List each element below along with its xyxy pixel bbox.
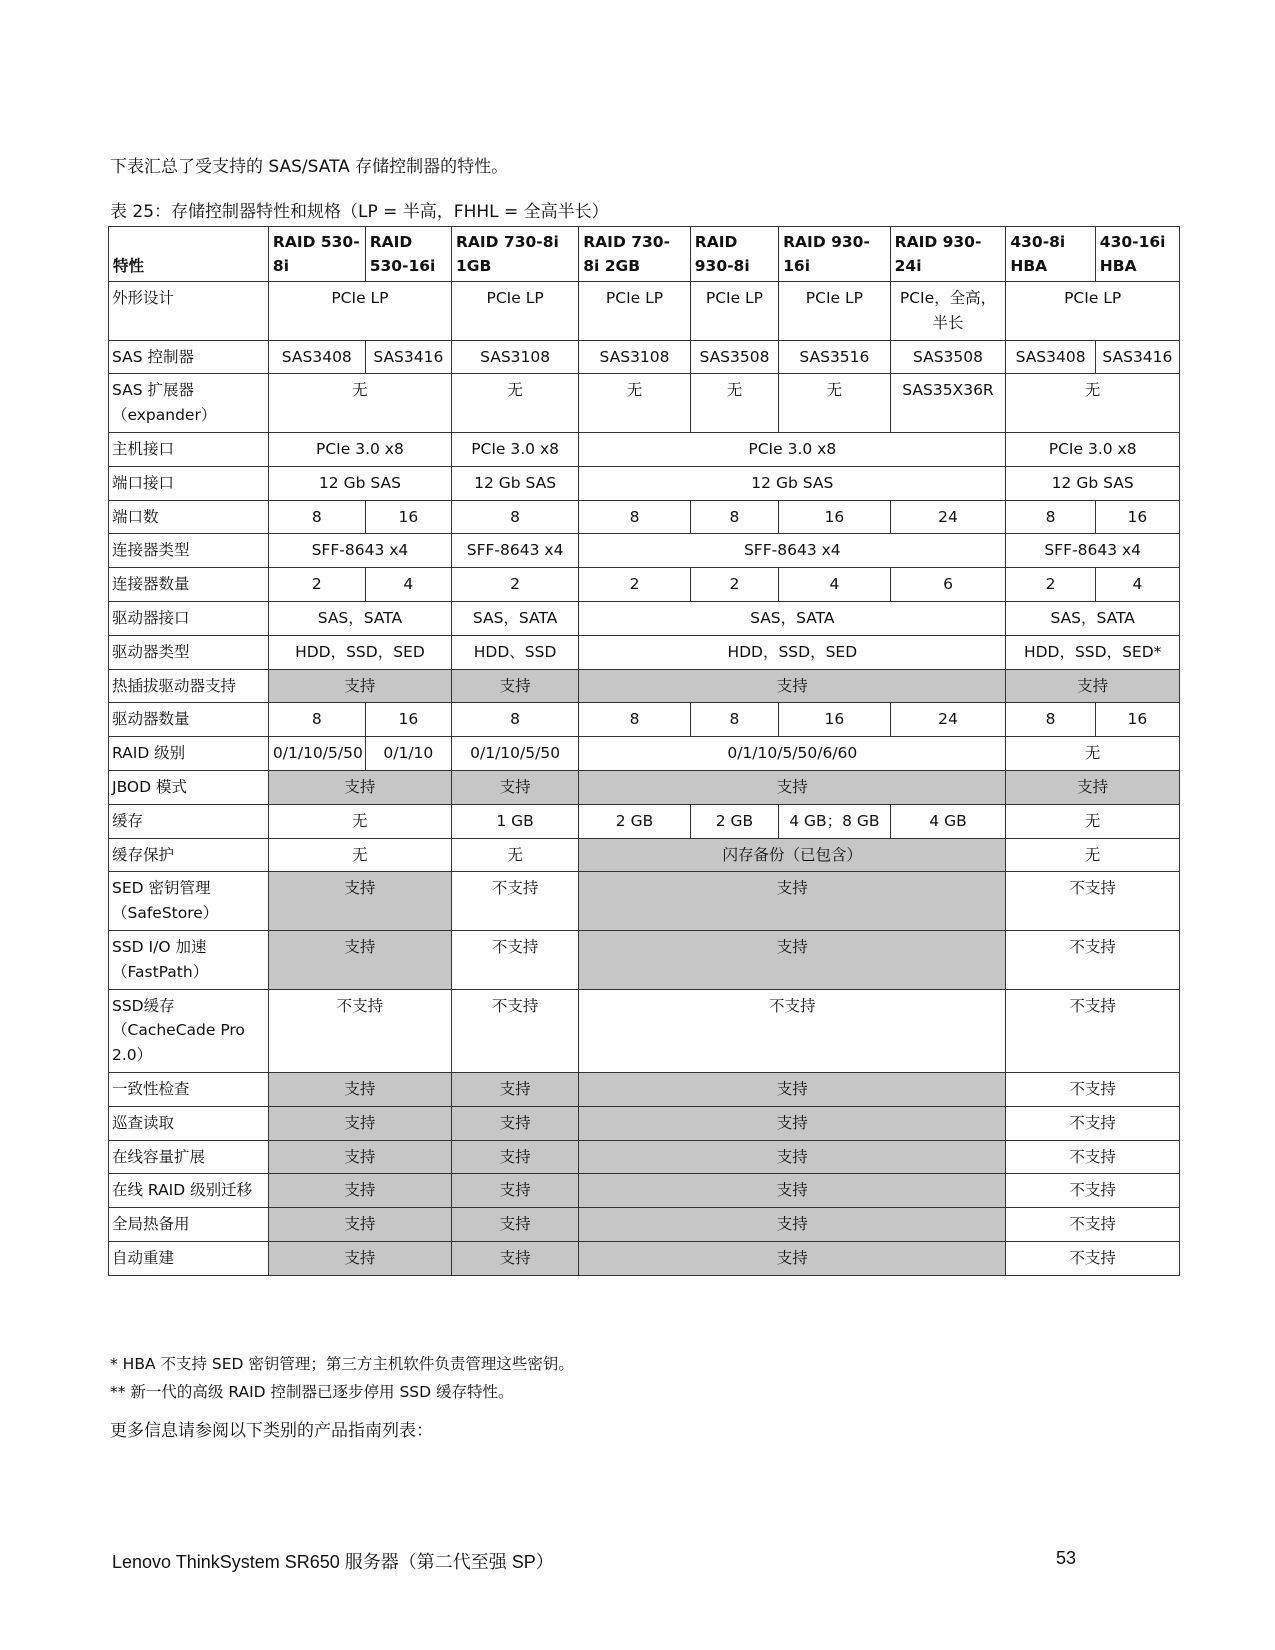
intro-text: 下表汇总了受支持的 SAS/SATA 存储控制器的特性。 (110, 157, 509, 177)
header-cell: 430-16i HBA (1095, 227, 1179, 282)
table-cell: HDD，SSD，SED* (1006, 635, 1180, 669)
table-cell: PCIe LP (451, 282, 578, 341)
table-cell: 16 (365, 703, 451, 737)
table-body (109, 282, 1180, 1276)
table-cell: PCIe 3.0 x8 (451, 433, 578, 467)
table-cell: PCIe 3.0 x8 (1006, 433, 1180, 467)
row-label: 缓存 (109, 804, 269, 838)
table-cell: HDD，SSD，SED (268, 635, 451, 669)
table-cell: 12 Gb SAS (451, 466, 578, 500)
table-cell: 支持 (579, 1072, 1006, 1106)
table-cell: 0/1/10 (365, 737, 451, 771)
table-row (109, 340, 1180, 374)
table-cell: 8 (451, 500, 578, 534)
table-cell: 无 (1006, 804, 1180, 838)
row-label: 自动重建 (109, 1241, 269, 1275)
row-label: 连接器数量 (109, 568, 269, 602)
table-cell: 支持 (579, 930, 1006, 989)
table-cell: 支持 (451, 770, 578, 804)
row-label: 端口数 (109, 500, 269, 534)
table-cell: 4 (365, 568, 451, 602)
table-cell: 8 (1006, 703, 1095, 737)
table-cell: 支持 (451, 1241, 578, 1275)
table-cell: PCIe LP (268, 282, 451, 341)
table-cell: 2 (1006, 568, 1095, 602)
header-cell: 430-8i HBA (1006, 227, 1095, 282)
row-label: 驱动器数量 (109, 703, 269, 737)
table-row (109, 838, 1180, 872)
table-cell: PCIe LP (779, 282, 891, 341)
table-cell: 支持 (268, 770, 451, 804)
table-cell: 8 (451, 703, 578, 737)
table-cell: 16 (1095, 500, 1179, 534)
more-info-text: 更多信息请参阅以下类别的产品指南列表： (110, 1421, 433, 1441)
header-cell: RAID 730-8i 2GB (579, 227, 691, 282)
header-cell: RAID 930-8i (690, 227, 778, 282)
table-cell: 不支持 (1006, 1072, 1180, 1106)
row-label: 在线容量扩展 (109, 1140, 269, 1174)
table-row (109, 568, 1180, 602)
row-label: 端口接口 (109, 466, 269, 500)
table-row (109, 804, 1180, 838)
table-cell: 8 (579, 500, 691, 534)
table-cell: 16 (779, 703, 891, 737)
table-cell: 2 (579, 568, 691, 602)
table-cell: SFF-8643 x4 (1006, 534, 1180, 568)
table-cell: 支持 (579, 770, 1006, 804)
table-cell: 支持 (451, 1208, 578, 1242)
table-cell: 无 (779, 374, 891, 433)
footnote-ssd-cache: ** 新一代的高级 RAID 控制器已逐步停用 SSD 缓存特性。 (110, 1383, 514, 1401)
row-label: SSD I/O 加速（FastPath） (109, 930, 269, 989)
table-row (109, 433, 1180, 467)
table-cell: 支持 (579, 1208, 1006, 1242)
table-cell: PCIe LP (1006, 282, 1180, 341)
table-cell: PCIe 3.0 x8 (579, 433, 1006, 467)
table-cell: 支持 (579, 669, 1006, 703)
table-cell: 支持 (268, 1208, 451, 1242)
table-row (109, 872, 1180, 931)
table-cell: PCIe LP (579, 282, 691, 341)
table-cell: HDD，SSD，SED (579, 635, 1006, 669)
table-cell: SAS，SATA (268, 602, 451, 636)
row-label: RAID 级别 (109, 737, 269, 771)
table-cell: 无 (1006, 838, 1180, 872)
header-cell: RAID 930-16i (779, 227, 891, 282)
table-cell: SAS3408 (268, 340, 365, 374)
table-cell: 支持 (268, 930, 451, 989)
table-cell: 支持 (1006, 669, 1180, 703)
table-cell: 8 (268, 703, 365, 737)
table-cell: 24 (890, 500, 1006, 534)
table-cell: SAS，SATA (1006, 602, 1180, 636)
table-row (109, 737, 1180, 771)
table-cell: SAS3108 (451, 340, 578, 374)
table-cell: 4 (1095, 568, 1179, 602)
table-cell: 无 (1006, 737, 1180, 771)
table-row (109, 1140, 1180, 1174)
row-label: 热插拔驱动器支持 (109, 669, 269, 703)
table-cell: 2 GB (690, 804, 778, 838)
footnote-hba: * HBA 不支持 SED 密钥管理；第三方主机软件负责管理这些密钥。 (110, 1355, 574, 1373)
table-cell: 无 (268, 374, 451, 433)
table-cell: 不支持 (1006, 1208, 1180, 1242)
table-cell: 无 (451, 838, 578, 872)
table-cell: SAS3508 (890, 340, 1006, 374)
table-cell: 支持 (579, 872, 1006, 931)
table-cell: 支持 (268, 1072, 451, 1106)
table-cell: SAS3516 (779, 340, 891, 374)
row-label: 缓存保护 (109, 838, 269, 872)
table-cell: 无 (268, 838, 451, 872)
table-cell: 支持 (268, 669, 451, 703)
table-cell: 6 (890, 568, 1006, 602)
table-cell: 8 (1006, 500, 1095, 534)
table-caption: 表 25：存储控制器特性和规格（LP = 半高，FHHL = 全高半长） (110, 202, 609, 222)
table-cell: 16 (365, 500, 451, 534)
table-cell: PCIe，全高，半长 (890, 282, 1006, 341)
table-cell: 支持 (268, 1241, 451, 1275)
table-row (109, 500, 1180, 534)
table-cell: SAS3108 (579, 340, 691, 374)
table-cell: 无 (579, 374, 691, 433)
table-cell: 支持 (268, 872, 451, 931)
table-row (109, 635, 1180, 669)
table-cell: 不支持 (451, 930, 578, 989)
table-cell: 不支持 (1006, 989, 1180, 1072)
table-cell: SAS3508 (690, 340, 778, 374)
table-row (109, 703, 1180, 737)
table-cell: 不支持 (1006, 872, 1180, 931)
row-label: 驱动器类型 (109, 635, 269, 669)
table-cell: 1 GB (451, 804, 578, 838)
table-cell: 不支持 (451, 872, 578, 931)
table-cell: 8 (268, 500, 365, 534)
row-label: 巡查读取 (109, 1106, 269, 1140)
table-cell: 2 (268, 568, 365, 602)
table-cell: 支持 (579, 1241, 1006, 1275)
table-header-row (109, 227, 1180, 282)
table-cell: 2 (690, 568, 778, 602)
table-cell: 不支持 (268, 989, 451, 1072)
table-cell: 闪存备份（已包含） (579, 838, 1006, 872)
table-cell: 支持 (579, 1140, 1006, 1174)
table-cell: 4 GB (890, 804, 1006, 838)
table-cell: 不支持 (1006, 1241, 1180, 1275)
table-cell: SAS3408 (1006, 340, 1095, 374)
footer-title: Lenovo ThinkSystem SR650 服务器（第二代至强 SP） (112, 1552, 554, 1572)
table-cell: 0/1/10/5/50 (268, 737, 365, 771)
row-label: 主机接口 (109, 433, 269, 467)
table-row (109, 989, 1180, 1072)
table-cell: 不支持 (579, 989, 1006, 1072)
table-cell: 24 (890, 703, 1006, 737)
table-cell: SAS，SATA (579, 602, 1006, 636)
table-cell: PCIe LP (690, 282, 778, 341)
table-cell: SAS35X36R (890, 374, 1006, 433)
table-row (109, 1241, 1180, 1275)
controller-spec-table (108, 226, 1180, 1276)
table-row (109, 374, 1180, 433)
row-label: 全局热备用 (109, 1208, 269, 1242)
table-cell: 无 (690, 374, 778, 433)
table-cell: SAS3416 (365, 340, 451, 374)
table-cell: 无 (1006, 374, 1180, 433)
table-cell: 不支持 (451, 989, 578, 1072)
table-row (109, 534, 1180, 568)
table-cell: 12 Gb SAS (579, 466, 1006, 500)
table-cell: 支持 (451, 1174, 578, 1208)
table-cell: 8 (690, 500, 778, 534)
header-cell: RAID 530-16i (365, 227, 451, 282)
header-cell: RAID 730-8i 1GB (451, 227, 578, 282)
table-row (109, 1208, 1180, 1242)
table-cell: PCIe 3.0 x8 (268, 433, 451, 467)
table-cell: 8 (690, 703, 778, 737)
table-cell: 支持 (268, 1106, 451, 1140)
table-row (109, 1174, 1180, 1208)
table-cell: 2 (451, 568, 578, 602)
table-row (109, 930, 1180, 989)
table-row (109, 669, 1180, 703)
table-row (109, 770, 1180, 804)
table-row (109, 1072, 1180, 1106)
table-cell: SAS3416 (1095, 340, 1179, 374)
table-cell: 16 (779, 500, 891, 534)
table-cell: 无 (268, 804, 451, 838)
row-label: SAS 控制器 (109, 340, 269, 374)
row-label: SSD缓存（CacheCade Pro 2.0） (109, 989, 269, 1072)
table-cell: 支持 (268, 1174, 451, 1208)
table-cell: 支持 (451, 1140, 578, 1174)
table-cell: 16 (1095, 703, 1179, 737)
row-label: SED 密钥管理（SafeStore） (109, 872, 269, 931)
table-cell: 不支持 (1006, 1174, 1180, 1208)
table-cell: 12 Gb SAS (1006, 466, 1180, 500)
table-cell: 支持 (451, 1106, 578, 1140)
row-label: 一致性检查 (109, 1072, 269, 1106)
table-cell: 不支持 (1006, 1140, 1180, 1174)
row-label: JBOD 模式 (109, 770, 269, 804)
table-cell: 不支持 (1006, 1106, 1180, 1140)
header-cell: RAID 530-8i (268, 227, 365, 282)
page-number: 53 (1056, 1548, 1077, 1568)
table-cell: SAS，SATA (451, 602, 578, 636)
table-cell: 4 GB；8 GB (779, 804, 891, 838)
table-cell: 8 (579, 703, 691, 737)
table-cell: 支持 (451, 669, 578, 703)
table-cell: 0/1/10/5/50 (451, 737, 578, 771)
table-cell: 2 GB (579, 804, 691, 838)
table-cell: SFF-8643 x4 (579, 534, 1006, 568)
row-label: 驱动器接口 (109, 602, 269, 636)
table-cell: 0/1/10/5/50/6/60 (579, 737, 1006, 771)
table-cell: 4 (779, 568, 891, 602)
table-cell: 无 (451, 374, 578, 433)
table-cell: SFF-8643 x4 (268, 534, 451, 568)
table-cell: 支持 (1006, 770, 1180, 804)
table-cell: 支持 (579, 1106, 1006, 1140)
table-cell: 支持 (579, 1174, 1006, 1208)
row-label: 外形设计 (109, 282, 269, 341)
row-label: SAS 扩展器（expander） (109, 374, 269, 433)
row-label: 在线 RAID 级别迁移 (109, 1174, 269, 1208)
table-row (109, 282, 1180, 341)
table-cell: SFF-8643 x4 (451, 534, 578, 568)
table-row (109, 1106, 1180, 1140)
table-cell: HDD、SSD (451, 635, 578, 669)
table-cell: 支持 (451, 1072, 578, 1106)
header-cell: RAID 930-24i (890, 227, 1006, 282)
header-cell: 特性 (109, 227, 269, 282)
table-cell: 12 Gb SAS (268, 466, 451, 500)
table-cell: 不支持 (1006, 930, 1180, 989)
table-row (109, 466, 1180, 500)
table-row (109, 602, 1180, 636)
table-cell: 支持 (268, 1140, 451, 1174)
row-label: 连接器类型 (109, 534, 269, 568)
footnotes (110, 1350, 574, 1406)
